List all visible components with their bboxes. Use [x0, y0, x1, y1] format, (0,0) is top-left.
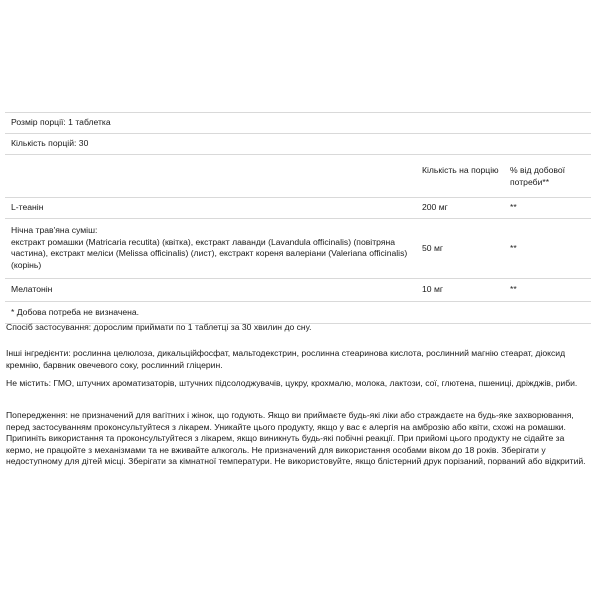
ingredient-detail: екстракт ромашки (Matricaria recutita) (квітка), екстракт лаванди (Lavandula officinalis) (повітряна частина), екстракт меліси (Melissa officinalis) (лист), екстракт кореня валеріани (Valeriana officinalis) (корінь) — [11, 236, 408, 270]
ingredient-name: Нічна трав'яна суміш: — [11, 225, 98, 235]
ingredient-name-block — [11, 225, 411, 271]
ingredient-row-herbal-blend — [5, 219, 591, 279]
ingredient-name: Мелатонін — [11, 284, 53, 294]
servings-count-label: Кількість порцій: 30 — [11, 138, 89, 148]
ingredient-amount: 50 мг — [422, 243, 443, 253]
ingredient-amount: 10 мг — [422, 284, 443, 294]
serving-size-row — [5, 113, 591, 134]
ingredient-daily-value: ** — [510, 243, 517, 253]
ingredient-daily-value: ** — [510, 202, 517, 212]
ingredient-row-l-theanine — [5, 198, 591, 219]
other-ingredients: Інші інгредієнти: рослинна целюлоза, дикальційфосфат, мальтодекстрин, рослинна стеаринова кислота, рослинний магнію стеарат, діоксид кремнію, барвник овечевого соку, рослинний гліцерин. — [6, 348, 566, 370]
ingredient-daily-value: ** — [510, 284, 517, 294]
ingredient-amount: 200 мг — [422, 202, 448, 212]
usage-instructions: Спосіб застосування: дорослим приймати по 1 таблетці за 30 хвилин до сну. — [6, 322, 312, 332]
table-header-row — [5, 155, 591, 198]
servings-count-row — [5, 134, 591, 155]
column-header-daily-value: % від добової потреби** — [510, 165, 566, 187]
ingredient-name: L-теанін — [11, 202, 44, 212]
table-footnote-row — [5, 302, 591, 324]
warnings-text: Попередження: не призначений для вагітних і жінок, що годують. Якщо ви приймаєте будь-які ліки або страждаєте на будь-яке захворювання, перед застосуванням проконсультуйтеся з лікарем. Уникайте цього продукту, якщо у вас є алергія на амброзію або квіти, схожі на ромашки. Припиніть використання та проконсультуйтеся з лікарем, якщо виникнуть будь-які побічні реакції. При прийомі цього продукту не сідайте за кермо, не працюйте з механізмами та не вживайте алкоголь. Не призначений для використання особами віком до 18 років. Зберігати у недоступному для дітей місці. Зберігати за кімнатної температури. Не використовуйте, якщо блістерний друк порізаний, порваний або відкритий. — [6, 410, 586, 467]
serving-size-label: Розмір порції: 1 таблетка — [11, 117, 111, 127]
column-header-amount: Кількість на порцію — [422, 165, 499, 175]
free-from-statement: Не містить: ГМО, штучних ароматизаторів, штучних підсолоджувачів, цукру, крохмалю, молока, лактози, сої, глютена, пшениці, дріжджів, риби. — [6, 378, 578, 388]
ingredient-row-melatonin — [5, 279, 591, 302]
supplement-facts-table — [5, 112, 591, 324]
table-footnote: * Добова потреба не визначена. — [11, 307, 140, 317]
